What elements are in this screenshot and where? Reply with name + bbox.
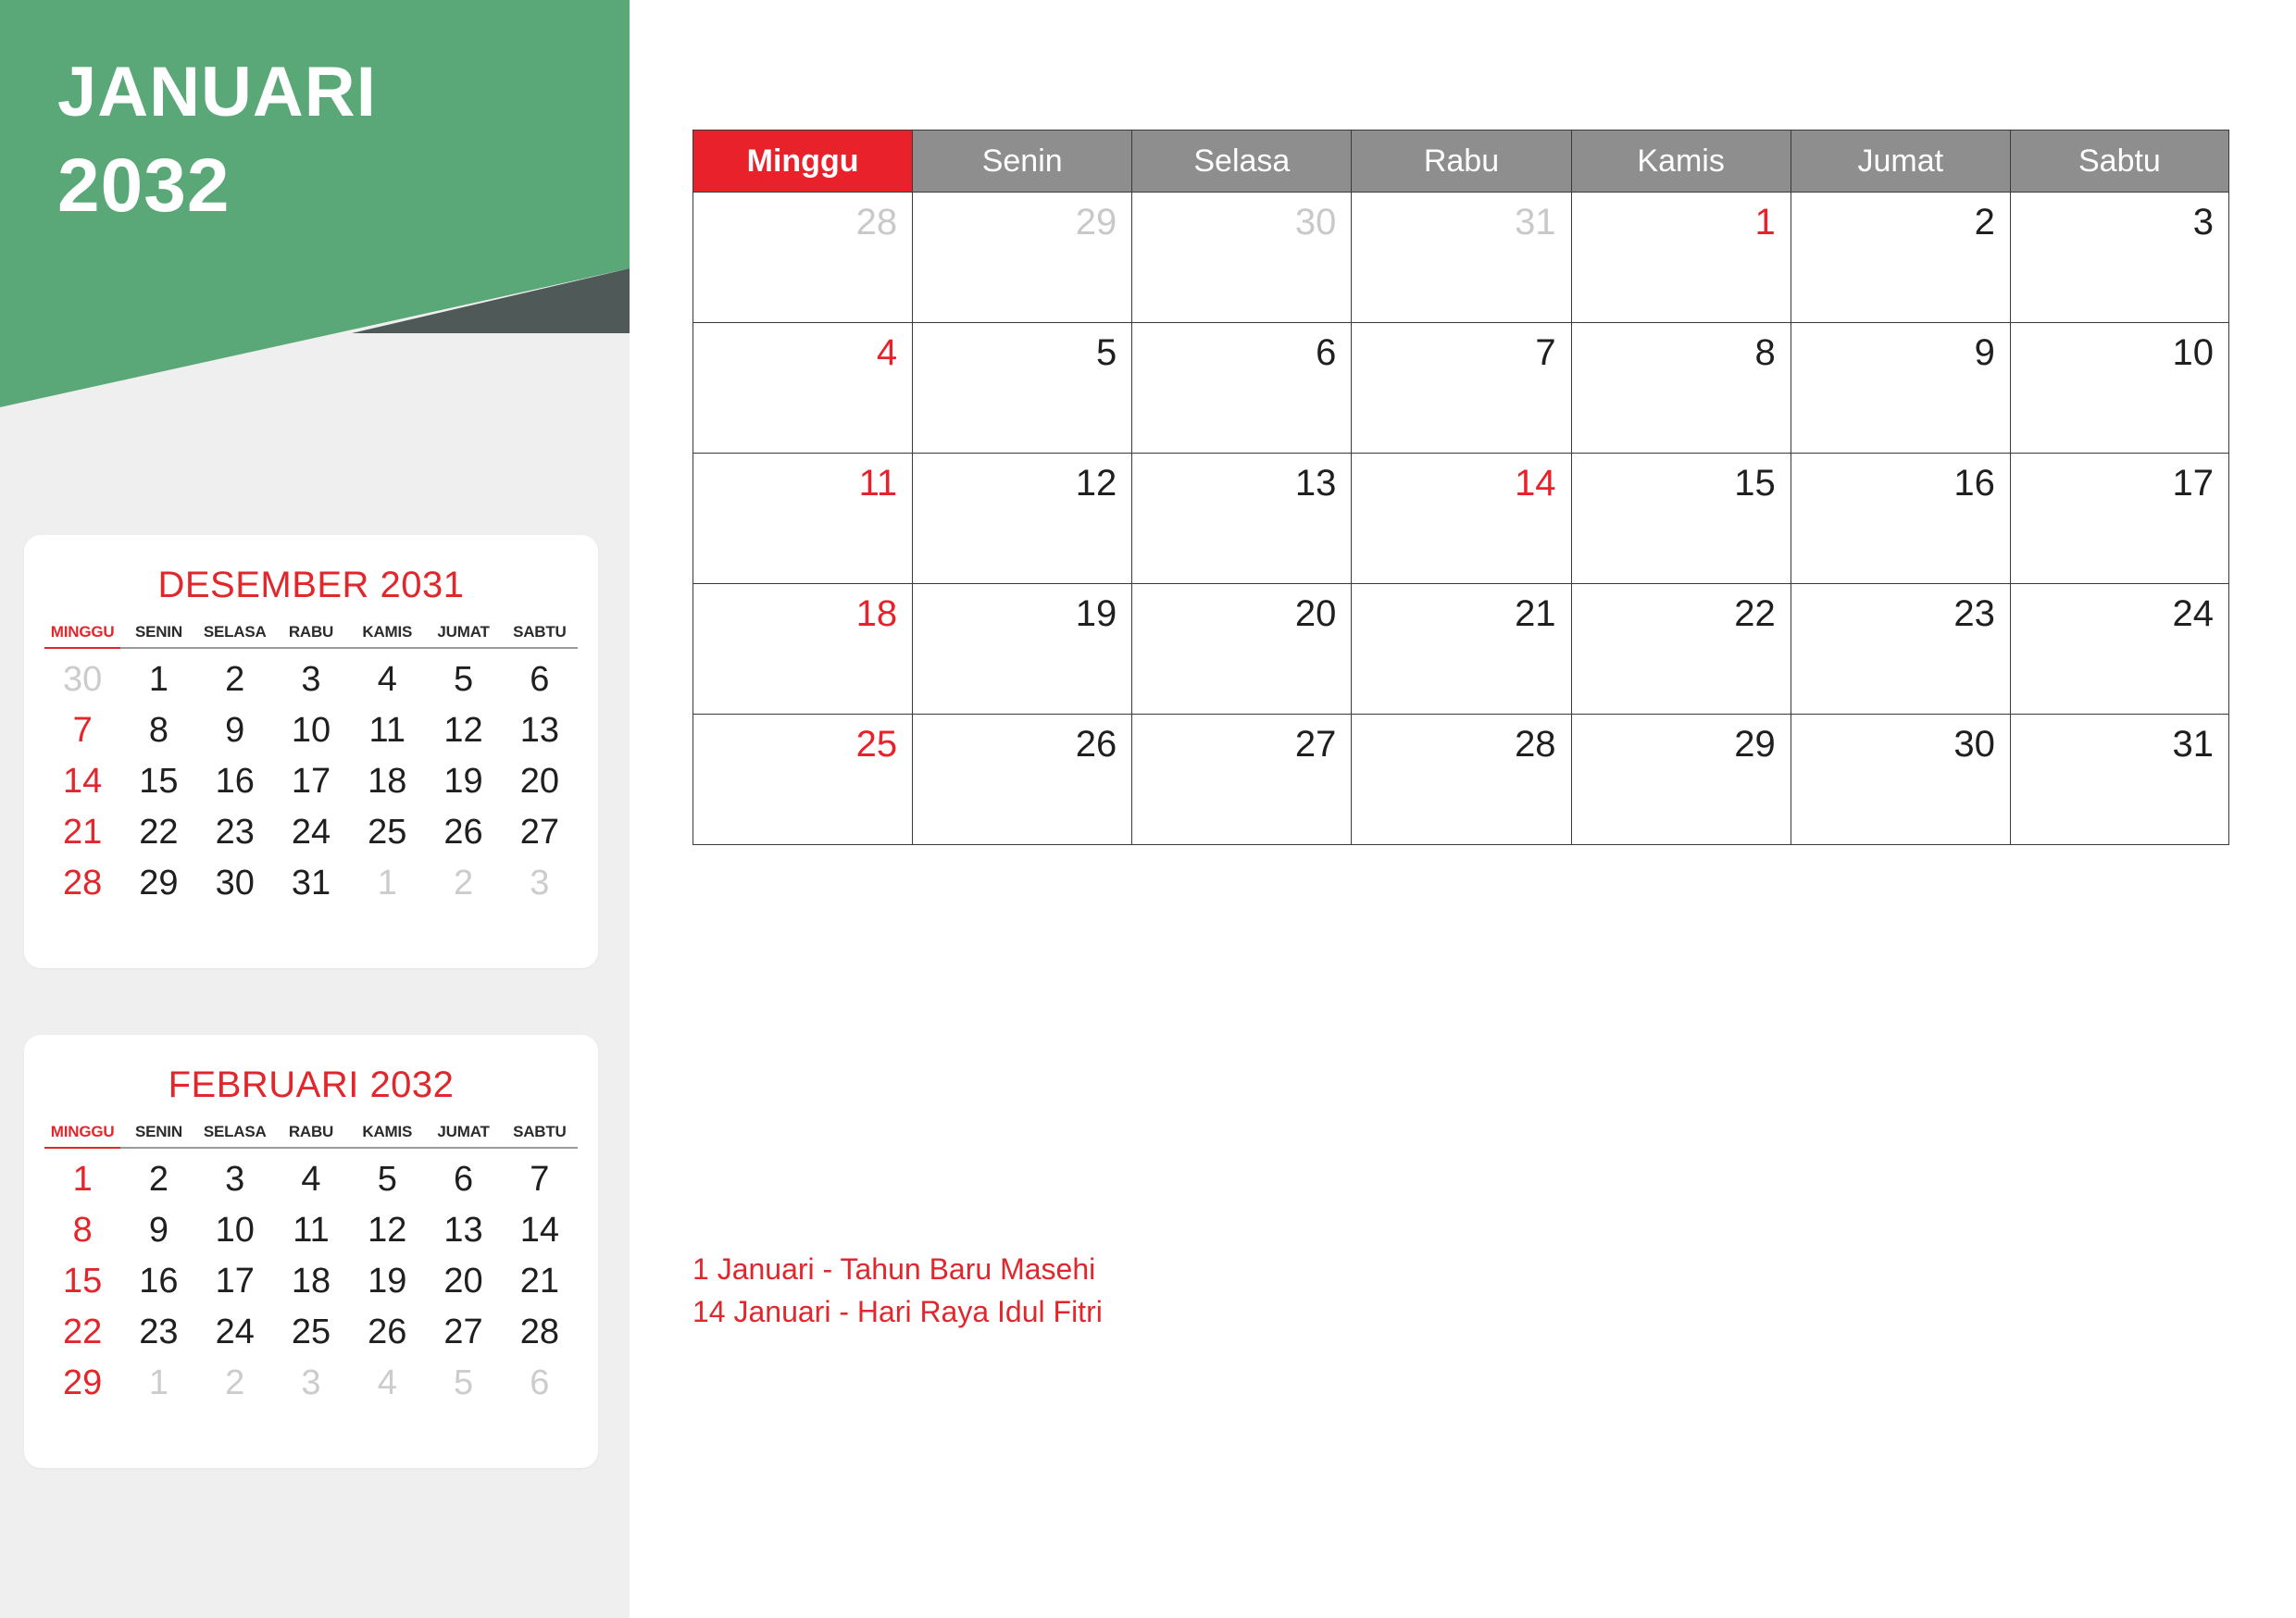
mini-day-cell[interactable]: 23: [139, 1313, 179, 1352]
mini-weekday-header-kamis: KAMIS: [349, 1123, 425, 1149]
day-number: 22: [1734, 593, 1776, 634]
day-number: 30: [1953, 724, 1995, 765]
mini-day-cell[interactable]: 5: [453, 1363, 474, 1403]
day-cell[interactable]: [693, 584, 912, 715]
mini-day-cell[interactable]: 14: [63, 762, 103, 802]
day-number: 25: [855, 724, 898, 765]
mini-day-cell[interactable]: 1: [148, 660, 168, 699]
mini-weekday-header-sabtu: SABTU: [502, 1123, 578, 1149]
day-number: 18: [855, 593, 898, 634]
day-cell[interactable]: [912, 715, 1131, 845]
mini-day-cell[interactable]: 4: [301, 1160, 321, 1199]
mini-day-cell[interactable]: 3: [225, 1160, 245, 1199]
mini-month-next: [24, 1035, 598, 1468]
mini-day-cell[interactable]: 12: [443, 711, 483, 751]
day-cell[interactable]: [912, 193, 1131, 323]
day-cell[interactable]: [1791, 193, 2010, 323]
weekday-header-jumat: Jumat: [1791, 130, 2010, 193]
day-cell[interactable]: [912, 454, 1131, 584]
mini-day-cell[interactable]: 3: [301, 660, 321, 699]
mini-day-cell[interactable]: 12: [368, 1211, 407, 1251]
mini-day-grid: [44, 654, 578, 909]
mini-day-cell[interactable]: 20: [443, 1262, 483, 1301]
mini-day-cell[interactable]: 28: [63, 864, 103, 903]
day-cell[interactable]: [1571, 193, 1791, 323]
day-number: 13: [1294, 463, 1337, 504]
mini-weekday-header-row: [44, 623, 578, 649]
day-cell[interactable]: [1351, 323, 1570, 454]
mini-weekday-header-kamis: KAMIS: [349, 623, 425, 649]
day-number: 30: [1294, 202, 1337, 243]
day-cell[interactable]: [1571, 454, 1791, 584]
mini-day-cell[interactable]: 31: [291, 864, 331, 903]
day-cell[interactable]: [1131, 454, 1351, 584]
mini-day-cell[interactable]: 17: [291, 762, 331, 802]
mini-day-cell[interactable]: 15: [139, 762, 179, 802]
mini-day-cell[interactable]: 27: [519, 813, 559, 853]
mini-day-cell[interactable]: 19: [443, 762, 483, 802]
mini-weekday-header-senin: SENIN: [120, 623, 196, 649]
weekday-header-sabtu: Sabtu: [2010, 130, 2229, 193]
day-number: 3: [2192, 202, 2214, 243]
weekday-header-senin: Senin: [912, 130, 1131, 193]
mini-weekday-header-minggu: MINGGU: [44, 1123, 120, 1149]
mini-day-cell[interactable]: 9: [148, 1211, 168, 1251]
day-cell[interactable]: [1571, 584, 1791, 715]
day-cell[interactable]: [912, 323, 1131, 454]
mini-day-cell[interactable]: 5: [377, 1160, 397, 1199]
day-cell[interactable]: [693, 323, 912, 454]
mini-weekday-header-jumat: JUMAT: [425, 623, 501, 649]
day-number: 16: [1953, 463, 1995, 504]
day-cell[interactable]: [1571, 715, 1791, 845]
day-cell[interactable]: [1131, 323, 1351, 454]
mini-day-cell[interactable]: 21: [63, 813, 103, 853]
mini-day-cell[interactable]: 16: [139, 1262, 179, 1301]
day-number: 12: [1075, 463, 1117, 504]
day-number: 7: [1535, 332, 1556, 373]
day-number: 5: [1096, 332, 1117, 373]
mini-day-cell[interactable]: 2: [453, 864, 474, 903]
day-number: 31: [1515, 202, 1556, 243]
day-cell[interactable]: [1571, 323, 1791, 454]
day-number: 4: [876, 332, 898, 373]
day-number: 31: [2172, 724, 2214, 765]
holiday-note: 14 Januari - Hari Raya Idul Fitri: [693, 1295, 1103, 1329]
day-number: 27: [1294, 724, 1337, 765]
mini-day-cell[interactable]: 18: [291, 1262, 331, 1301]
mini-day-cell[interactable]: 27: [443, 1313, 483, 1352]
day-number: 6: [1316, 332, 1337, 373]
mini-day-cell[interactable]: 11: [293, 1211, 330, 1251]
mini-day-cell[interactable]: 22: [139, 813, 179, 853]
mini-day-cell[interactable]: 1: [377, 864, 397, 903]
left-panel: [0, 0, 630, 1618]
mini-weekday-header-selasa: SELASA: [197, 623, 273, 649]
day-cell[interactable]: [1791, 323, 2010, 454]
day-number: 28: [1515, 724, 1556, 765]
holiday-notes: [693, 1248, 1103, 1334]
mini-day-cell[interactable]: 7: [72, 711, 93, 751]
mini-day-cell[interactable]: 15: [63, 1262, 103, 1301]
mini-month-title: DESEMBER 2031: [157, 565, 465, 605]
mini-day-cell[interactable]: 26: [368, 1313, 407, 1352]
mini-day-cell[interactable]: 30: [215, 864, 255, 903]
mini-day-cell[interactable]: 24: [291, 813, 331, 853]
mini-weekday-header-rabu: RABU: [273, 623, 349, 649]
mini-day-grid: [44, 1154, 578, 1409]
day-number: 8: [1754, 332, 1776, 373]
page-title-year: 2032: [57, 143, 231, 228]
day-cell[interactable]: [1351, 193, 1570, 323]
mini-day-cell[interactable]: 23: [215, 813, 255, 853]
mini-day-cell[interactable]: 14: [519, 1211, 559, 1251]
weekday-header-selasa: Selasa: [1131, 130, 1351, 193]
mini-day-cell[interactable]: 25: [291, 1313, 331, 1352]
mini-day-cell[interactable]: 2: [225, 660, 245, 699]
day-number: 15: [1734, 463, 1776, 504]
mini-day-cell[interactable]: 5: [453, 660, 474, 699]
day-grid: [693, 193, 2229, 845]
day-cell[interactable]: [912, 584, 1131, 715]
mini-day-cell[interactable]: 11: [368, 711, 406, 751]
mini-day-cell[interactable]: 24: [215, 1313, 255, 1352]
holiday-note: 1 Januari - Tahun Baru Masehi: [693, 1252, 1096, 1286]
mini-day-cell[interactable]: 3: [530, 864, 550, 903]
mini-month-title: FEBRUARI 2032: [168, 1064, 455, 1105]
mini-day-cell[interactable]: 10: [215, 1211, 255, 1251]
day-number: 14: [1515, 463, 1556, 504]
day-cell[interactable]: [1351, 715, 1570, 845]
mini-day-cell[interactable]: 18: [368, 762, 407, 802]
day-cell[interactable]: [2010, 584, 2229, 715]
day-number: 1: [1754, 202, 1776, 243]
mini-weekday-header-jumat: JUMAT: [425, 1123, 501, 1149]
day-cell[interactable]: [1131, 584, 1351, 715]
mini-day-cell[interactable]: 29: [63, 1363, 103, 1403]
main-calendar: [693, 130, 2229, 845]
mini-day-cell[interactable]: 17: [215, 1262, 255, 1301]
day-cell[interactable]: [693, 715, 912, 845]
day-number: 11: [858, 463, 898, 504]
mini-day-cell[interactable]: 21: [519, 1262, 559, 1301]
mini-day-cell[interactable]: 6: [530, 660, 550, 699]
mini-day-cell[interactable]: 19: [368, 1262, 407, 1301]
mini-day-cell[interactable]: 6: [530, 1363, 550, 1403]
mini-weekday-header-minggu: MINGGU: [44, 623, 120, 649]
mini-day-cell[interactable]: 6: [453, 1160, 474, 1199]
day-number: 19: [1075, 593, 1117, 634]
mini-day-cell[interactable]: 10: [291, 711, 331, 751]
mini-day-cell[interactable]: 16: [215, 762, 255, 802]
mini-day-cell[interactable]: 13: [443, 1211, 483, 1251]
day-number: 23: [1953, 593, 1995, 634]
day-cell[interactable]: [2010, 323, 2229, 454]
mini-day-cell[interactable]: 7: [530, 1160, 550, 1199]
weekday-header-rabu: Rabu: [1351, 130, 1570, 193]
mini-day-cell[interactable]: 1: [148, 1363, 168, 1403]
mini-day-cell[interactable]: 22: [63, 1313, 103, 1352]
mini-weekday-header-senin: SENIN: [120, 1123, 196, 1149]
day-number: 9: [1974, 332, 1995, 373]
mini-day-cell[interactable]: 8: [148, 711, 168, 751]
day-cell[interactable]: [1791, 454, 2010, 584]
day-number: 29: [1734, 724, 1776, 765]
day-number: 2: [1974, 202, 1995, 243]
mini-day-cell[interactable]: 20: [519, 762, 559, 802]
mini-day-cell[interactable]: 8: [72, 1211, 93, 1251]
day-cell[interactable]: [2010, 454, 2229, 584]
page-title-month: JANUARI: [57, 53, 377, 131]
mini-day-cell[interactable]: 25: [368, 813, 407, 853]
day-number: 21: [1515, 593, 1556, 634]
day-cell[interactable]: [693, 454, 912, 584]
mini-day-cell[interactable]: 2: [225, 1363, 245, 1403]
day-number: 26: [1075, 724, 1117, 765]
mini-day-cell[interactable]: 26: [443, 813, 483, 853]
day-number: 28: [855, 202, 898, 243]
mini-day-cell[interactable]: 28: [519, 1313, 559, 1352]
mini-weekday-header-row: [44, 1123, 578, 1149]
mini-day-cell[interactable]: 1: [72, 1160, 93, 1199]
mini-month-previous: [24, 535, 598, 968]
mini-day-cell[interactable]: 9: [225, 711, 245, 751]
day-cell[interactable]: [1791, 715, 2010, 845]
mini-day-cell[interactable]: 13: [519, 711, 559, 751]
weekday-header-kamis: Kamis: [1571, 130, 1791, 193]
day-cell[interactable]: [2010, 193, 2229, 323]
weekday-header-minggu: Minggu: [693, 130, 912, 193]
mini-day-cell[interactable]: 30: [63, 660, 103, 699]
mini-weekday-header-rabu: RABU: [273, 1123, 349, 1149]
day-cell[interactable]: [693, 193, 912, 323]
mini-day-cell[interactable]: 3: [301, 1363, 321, 1403]
mini-day-cell[interactable]: 29: [139, 864, 179, 903]
day-cell[interactable]: [1131, 193, 1351, 323]
day-number: 17: [2172, 463, 2214, 504]
day-number: 10: [2172, 332, 2214, 373]
mini-day-cell[interactable]: 4: [377, 1363, 397, 1403]
mini-weekday-header-selasa: SELASA: [197, 1123, 273, 1149]
day-cell[interactable]: [1351, 584, 1570, 715]
day-cell[interactable]: [2010, 715, 2229, 845]
mini-day-cell[interactable]: 4: [377, 660, 397, 699]
day-cell[interactable]: [1131, 715, 1351, 845]
day-number: 24: [2172, 593, 2214, 634]
day-number: 20: [1294, 593, 1337, 634]
day-cell[interactable]: [1351, 454, 1570, 584]
mini-weekday-header-sabtu: SABTU: [502, 623, 578, 649]
day-number: 29: [1075, 202, 1117, 243]
day-cell[interactable]: [1791, 584, 2010, 715]
mini-day-cell[interactable]: 2: [148, 1160, 168, 1199]
weekday-header-row: [693, 130, 2229, 193]
